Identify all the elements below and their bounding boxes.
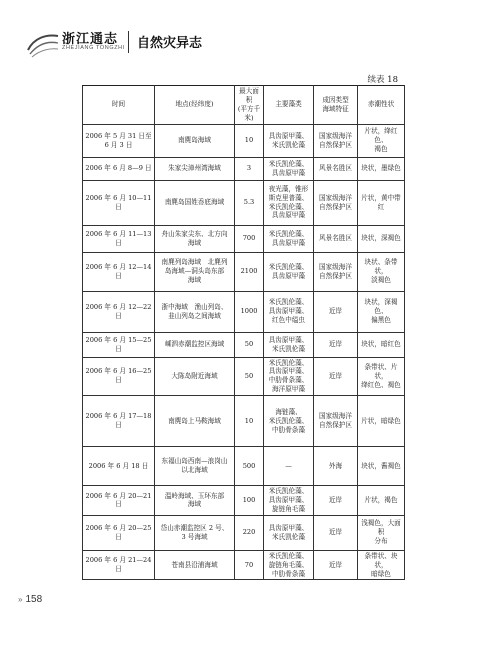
table-row: [83, 550, 405, 580]
cell-area: 10: [235, 396, 264, 447]
cell-time: 2006 年 5 月 31 日至 6 月 3 日: [83, 124, 155, 157]
column-header-place: 地点(经纬度): [155, 86, 235, 125]
cell-time: 2006 年 6 月 12—14 日: [83, 252, 155, 291]
cell-area: 3: [235, 157, 264, 180]
cell-place: 温岭海域、玉环东部 海域: [155, 486, 235, 516]
cell-place: 嵊泗赤潮监控区海域: [155, 332, 235, 357]
cell-algae: 米氏凯伦藻、 具齿原甲藻: [264, 225, 314, 252]
page-footer: [18, 594, 42, 605]
cell-time: 2006 年 6 月 12—22 日: [83, 291, 155, 332]
cell-traits: 片状，黄中带红: [358, 180, 405, 225]
cell-traits: 块状，深褐色、 偏黑色: [358, 291, 405, 332]
table-row: [83, 291, 405, 332]
logo-swoosh-icon: [26, 28, 60, 58]
cell-algae: 海链藻、 米氏凯伦藻、 中肋骨条藻: [264, 396, 314, 447]
cell-area: 70: [235, 550, 264, 580]
red-tide-events-table: [82, 85, 405, 580]
cell-area: 100: [235, 486, 264, 516]
column-header-type: 成因类型 海域特征: [314, 86, 358, 125]
page-marker-icon: »: [18, 595, 22, 604]
cell-time: 2006 年 6 月 10—11 日: [83, 180, 155, 225]
cell-traits: 片状，暗绿色: [358, 396, 405, 447]
page-number: 158: [25, 594, 43, 605]
cell-area: 500: [235, 447, 264, 486]
cell-place: 浙中海域 渔山列岛、 韭山列岛之间海域: [155, 291, 235, 332]
cell-place: 南麂岛海域: [155, 124, 235, 157]
table-row: [83, 180, 405, 225]
cell-place: 东福山岛西南—浪岗山 以北海域: [155, 447, 235, 486]
table-row: [83, 396, 405, 447]
cell-algae: 米氏凯伦藻、 具齿原甲藻、 红色中缢虫: [264, 291, 314, 332]
table-row: [83, 486, 405, 516]
cell-type: 近岸: [314, 550, 358, 580]
cell-time: 2006 年 6 月 17—18 日: [83, 396, 155, 447]
book-logo: [26, 28, 126, 60]
cell-area: 50: [235, 332, 264, 357]
table-header-row: [83, 86, 405, 125]
column-header-algae: 主要藻类: [264, 86, 314, 125]
cell-area: 700: [235, 225, 264, 252]
table-row: [83, 332, 405, 357]
cell-time: 2006 年 6 月 21—24 日: [83, 550, 155, 580]
cell-type: 国家级海洋 自然保护区: [314, 396, 358, 447]
cell-algae: 米氏凯伦藻、 具齿原甲藻、 旋链角毛藻: [264, 486, 314, 516]
cell-area: 1000: [235, 291, 264, 332]
cell-place: 南麂列岛海域 北麂列 岛海域—洞头岛东部 海域: [155, 252, 235, 291]
cell-algae: 米氏凯伦藻、 具齿原甲藻、 中肋骨条藻、 海洋原甲藻: [264, 357, 314, 396]
cell-area: 2100: [235, 252, 264, 291]
cell-traits: 片状，绛红色、 褐色: [358, 124, 405, 157]
cell-algae: 具齿原甲藻、 米氏凯伦藻: [264, 124, 314, 157]
cell-traits: 片状，褐色: [358, 486, 405, 516]
cell-algae: 米氏凯伦藻、 旋链角毛藻、 中肋骨条藻: [264, 550, 314, 580]
cell-algae: —: [264, 447, 314, 486]
table-row: [83, 252, 405, 291]
header-divider: [128, 31, 129, 53]
column-header-time: 时间: [83, 86, 155, 125]
section-title: 自然灾异志: [137, 36, 203, 51]
cell-type: 风景名胜区: [314, 225, 358, 252]
column-header-traits: 赤潮性状: [358, 86, 405, 125]
cell-type: 国家级海洋 自然保护区: [314, 252, 358, 291]
cell-type: 外海: [314, 447, 358, 486]
cell-time: 2006 年 6 月 8—9 日: [83, 157, 155, 180]
cell-traits: 块状，暗红色: [358, 332, 405, 357]
table-row: [83, 357, 405, 396]
cell-traits: 块状，深褐色: [358, 225, 405, 252]
cell-time: 2006 年 6 月 15—25 日: [83, 332, 155, 357]
cell-place: 南麂岛国姓岙底海域: [155, 180, 235, 225]
table-row: [83, 157, 405, 180]
cell-place: 苍南县沿浦海域: [155, 550, 235, 580]
cell-traits: 条带状、片状， 绛红色、褐色: [358, 357, 405, 396]
cell-type: 近岸: [314, 291, 358, 332]
cell-type: 近岸: [314, 515, 358, 550]
cell-algae: 米氏凯伦藻、 具齿原甲藻: [264, 157, 314, 180]
table-row: [83, 225, 405, 252]
cell-traits: 块状、条带状， 淡褐色: [358, 252, 405, 291]
cell-type: 国家级海洋 自然保护区: [314, 124, 358, 157]
cell-area: 5.3: [235, 180, 264, 225]
cell-place: 舟山朱家尖东、北方向 海域: [155, 225, 235, 252]
cell-algae: 具齿原甲藻、 米氏凯伦藻: [264, 515, 314, 550]
cell-area: 10: [235, 124, 264, 157]
table-row: [83, 447, 405, 486]
cell-algae: 具齿原甲藻、 米氏凯伦藻: [264, 332, 314, 357]
book-title: 浙江通志: [62, 32, 119, 47]
cell-type: 近岸: [314, 486, 358, 516]
table-row: [83, 515, 405, 550]
column-header-area: 最大面积 (平方千米): [235, 86, 264, 125]
cell-area: 50: [235, 357, 264, 396]
cell-time: 2006 年 6 月 20—25 日: [83, 515, 155, 550]
book-subtitle: ZHEJIANG TONGZHI: [62, 45, 125, 51]
cell-place: 朱家尖漳州湾海域: [155, 157, 235, 180]
cell-place: 岱山赤潮监控区 2 号、 3 号海域: [155, 515, 235, 550]
cell-place: 南麂岛上马鞍海域: [155, 396, 235, 447]
cell-place: 大陈岛附近海域: [155, 357, 235, 396]
page-header: [20, 28, 460, 62]
cell-traits: 块状，酱褐色: [358, 447, 405, 486]
table-row: [83, 124, 405, 157]
cell-time: 2006 年 6 月 11—13 日: [83, 225, 155, 252]
cell-time: 2006 年 6 月 16—25 日: [83, 357, 155, 396]
cell-type: 风景名胜区: [314, 157, 358, 180]
cell-type: 近岸: [314, 357, 358, 396]
cell-type: 国家级海洋 自然保护区: [314, 180, 358, 225]
cell-time: 2006 年 6 月 18 日: [83, 447, 155, 486]
cell-algae: 夜光藻，锥形 斯克里普藻、 米氏凯伦藻、 具齿原甲藻: [264, 180, 314, 225]
cell-time: 2006 年 6 月 20—21 日: [83, 486, 155, 516]
cell-traits: 浅褐色，大面积 分布: [358, 515, 405, 550]
cell-algae: 米氏凯伦藻、 具齿原甲藻: [264, 252, 314, 291]
cell-traits: 条带状、块状， 暗绿色: [358, 550, 405, 580]
cell-traits: 块状，墨绿色: [358, 157, 405, 180]
continued-table-label: 续表 18: [367, 75, 398, 85]
cell-type: 近岸: [314, 332, 358, 357]
cell-area: 220: [235, 515, 264, 550]
